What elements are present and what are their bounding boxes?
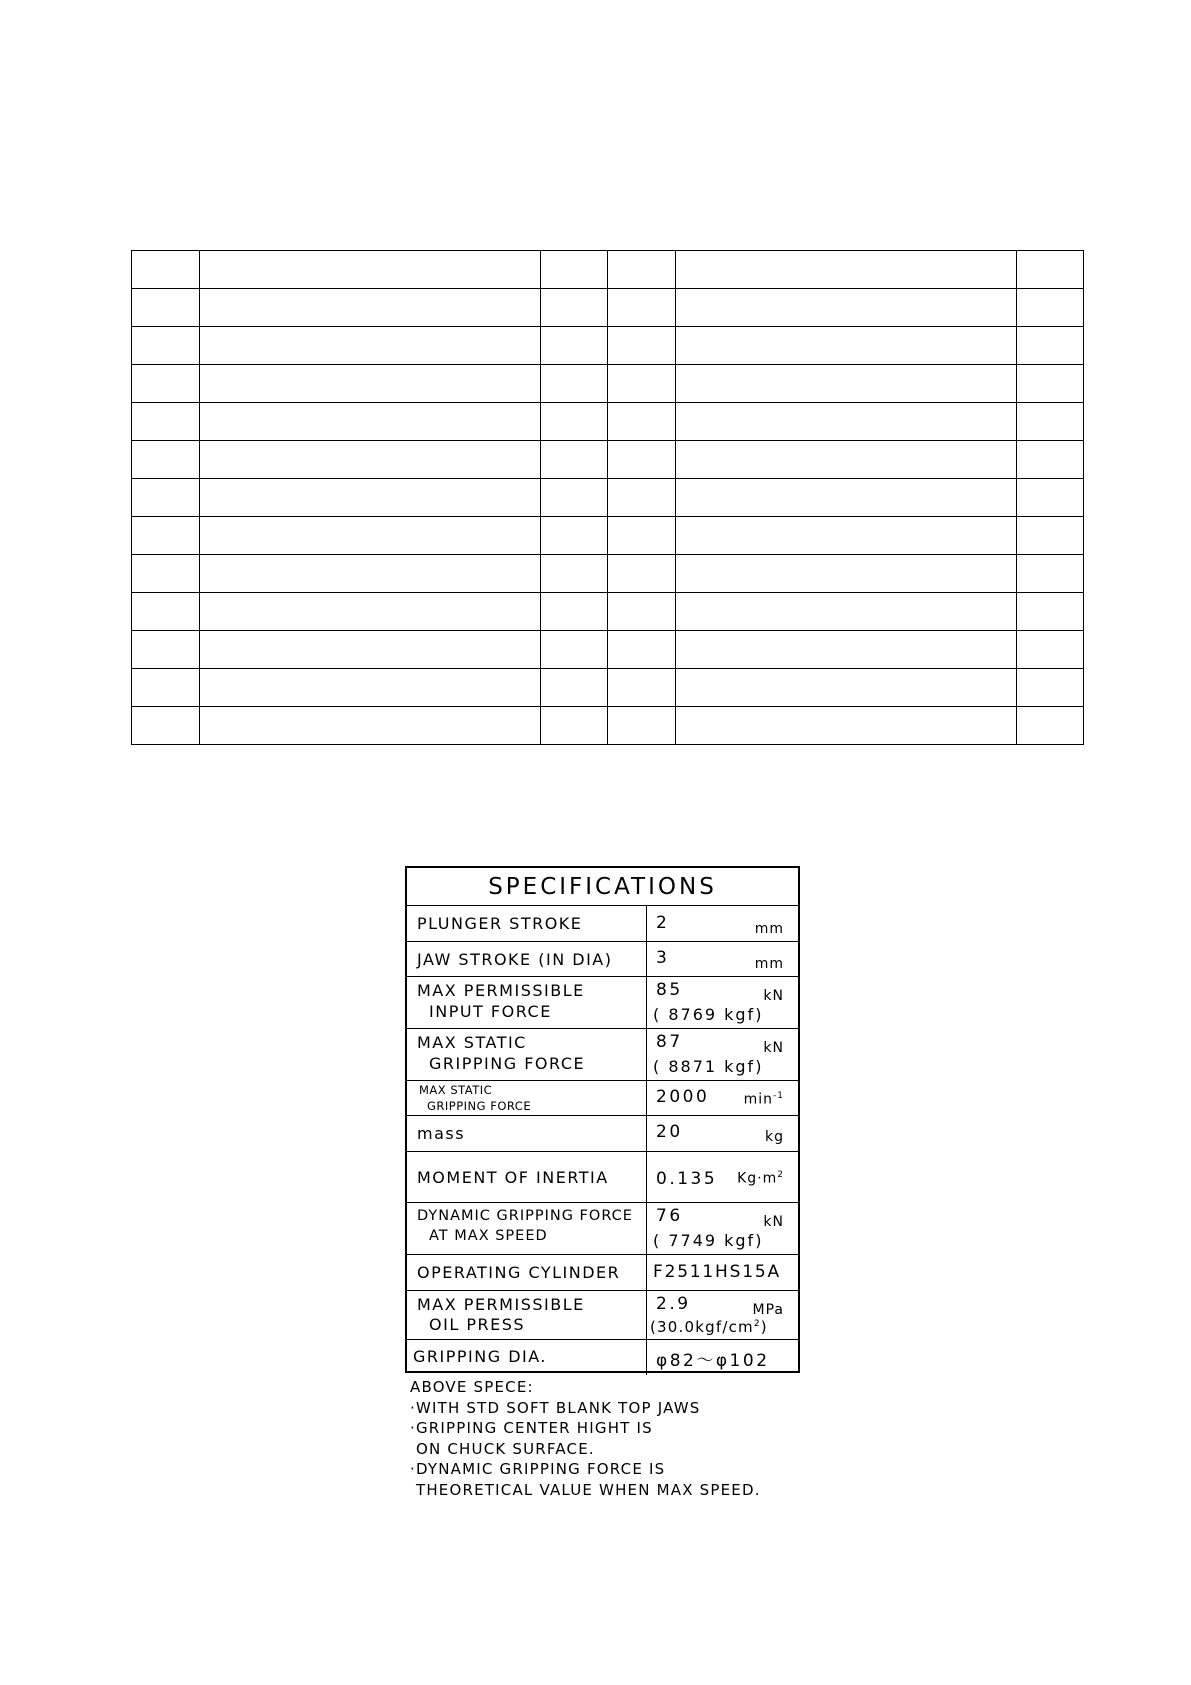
- parts-grid-cell: [676, 441, 1017, 479]
- note-line: ·GRIPPING CENTER HIGHT IS: [410, 1419, 653, 1437]
- parts-grid-cell: [676, 289, 1017, 327]
- parts-grid-cell: [608, 365, 676, 403]
- parts-grid-cell: [132, 669, 200, 707]
- parts-grid-cell: [132, 365, 200, 403]
- spec-row-moment-of-inertia: [407, 1152, 798, 1203]
- parts-grid-cell: [132, 441, 200, 479]
- spec-unit: kN: [763, 1214, 784, 1230]
- parts-grid-cell: [541, 289, 608, 327]
- spec-label-line1: MAX PERMISSIBLE: [417, 1295, 585, 1314]
- parts-grid-cell: [1017, 251, 1084, 289]
- parts-grid-cell: [608, 479, 676, 517]
- parts-grid-cell: [1017, 289, 1084, 327]
- note-line: ·WITH STD SOFT BLANK TOP JAWS: [410, 1398, 701, 1417]
- parts-grid-cell: [200, 479, 541, 517]
- parts-grid-cell: [200, 555, 541, 593]
- parts-grid-cell: [676, 365, 1017, 403]
- spec-row-mass: [407, 1116, 798, 1152]
- note-line: THEORETICAL VALUE WHEN MAX SPEED.: [410, 1480, 761, 1499]
- parts-grid-cell: [676, 707, 1017, 745]
- spec-label-line1: DYNAMIC GRIPPING FORCE: [417, 1208, 633, 1224]
- spec-label: mass: [417, 1124, 466, 1143]
- parts-grid-cell: [541, 327, 608, 365]
- parts-grid-cell: [676, 631, 1017, 669]
- parts-grid-row: [132, 517, 1084, 555]
- parts-grid-cell: [541, 517, 608, 555]
- parts-grid-cell: [200, 669, 541, 707]
- parts-grid-row: [132, 251, 1084, 289]
- parts-grid-cell: [200, 251, 541, 289]
- spec-unit: $Kg\cdot m^2$: [737, 1170, 784, 1187]
- parts-grid-cell: [1017, 479, 1084, 517]
- spec-row-max-static-gripping-force: [407, 1029, 798, 1081]
- parts-grid-cell: [608, 669, 676, 707]
- parts-grid-cell: [541, 593, 608, 631]
- spec-unit: MPa: [752, 1302, 784, 1318]
- parts-list-grid: [131, 250, 1084, 745]
- parts-grid-cell: [608, 403, 676, 441]
- parts-grid-cell: [541, 707, 608, 745]
- specifications-table: [405, 866, 800, 1373]
- parts-grid-cell: [608, 517, 676, 555]
- spec-label-line2: OIL PRESS: [429, 1315, 525, 1334]
- spec-value: 87: [656, 1032, 683, 1052]
- parts-grid-cell: [676, 669, 1017, 707]
- spec-label-line1: MAX STATIC: [419, 1083, 493, 1097]
- spec-row-plunger-stroke: [407, 906, 798, 942]
- spec-row-dynamic-gripping-force: [407, 1203, 798, 1255]
- spec-label-line1: MAX PERMISSIBLE: [417, 981, 585, 1000]
- parts-grid-cell: [676, 517, 1017, 555]
- note-line: ·DYNAMIC GRIPPING FORCE IS: [410, 1460, 666, 1478]
- parts-grid-cell: [200, 327, 541, 365]
- spec-value-alt: ( 8871 kgf): [653, 1057, 764, 1076]
- spec-row-gripping-dia: [407, 1340, 798, 1375]
- spec-unit: kg: [765, 1129, 784, 1145]
- parts-grid-row: [132, 479, 1084, 517]
- parts-grid-cell: [200, 517, 541, 555]
- parts-grid-cell: [132, 517, 200, 555]
- spec-value: 0.135: [656, 1169, 718, 1189]
- parts-grid-cell: [608, 631, 676, 669]
- parts-grid-cell: [676, 479, 1017, 517]
- parts-grid-cell: [608, 327, 676, 365]
- parts-grid-cell: [608, 441, 676, 479]
- parts-grid-row: [132, 669, 1084, 707]
- parts-grid-cell: [132, 327, 200, 365]
- spec-label: OPERATING CYLINDER: [417, 1263, 621, 1282]
- parts-grid-cell: [676, 403, 1017, 441]
- parts-grid-cell: [1017, 517, 1084, 555]
- parts-grid-cell: [541, 365, 608, 403]
- parts-grid-cell: [200, 365, 541, 403]
- spec-value: 2000: [656, 1087, 710, 1107]
- spec-unit: kN: [763, 988, 784, 1004]
- spec-label-line2: INPUT FORCE: [429, 1002, 552, 1021]
- parts-grid-cell: [132, 251, 200, 289]
- spec-unit: mm: [754, 921, 784, 937]
- parts-grid-row: [132, 707, 1084, 745]
- spec-label-line2: GRIPPING FORCE: [427, 1099, 532, 1113]
- spec-row-jaw-stroke: [407, 942, 798, 977]
- parts-grid-row: [132, 593, 1084, 631]
- parts-grid-cell: [1017, 365, 1084, 403]
- parts-grid-row: [132, 403, 1084, 441]
- parts-grid-cell: [200, 441, 541, 479]
- parts-grid-cell: [132, 555, 200, 593]
- spec-row-max-input-force: [407, 977, 798, 1029]
- spec-row-operating-cylinder: [407, 1255, 798, 1291]
- parts-grid-cell: [541, 555, 608, 593]
- spec-label: PLUNGER STROKE: [417, 914, 583, 933]
- note-line: ABOVE SPECE:: [410, 1378, 534, 1396]
- parts-grid-cell: [608, 555, 676, 593]
- parts-grid-cell: [200, 289, 541, 327]
- parts-grid-cell: [1017, 327, 1084, 365]
- parts-grid-cell: [676, 593, 1017, 631]
- spec-label: GRIPPING DIA.: [413, 1347, 547, 1366]
- parts-grid-cell: [1017, 707, 1084, 745]
- spec-value: 3: [656, 948, 670, 968]
- parts-grid-cell: [676, 251, 1017, 289]
- parts-grid-row: [132, 289, 1084, 327]
- spec-label-line2: GRIPPING FORCE: [429, 1054, 586, 1073]
- specifications-notes: [410, 1377, 761, 1500]
- spec-unit: mm: [754, 956, 784, 972]
- parts-grid-cell: [541, 669, 608, 707]
- parts-grid-cell: [541, 251, 608, 289]
- parts-grid-cell: [200, 707, 541, 745]
- parts-grid-row: [132, 631, 1084, 669]
- parts-grid-cell: [200, 631, 541, 669]
- parts-grid-cell: [608, 289, 676, 327]
- parts-grid-cell: [132, 403, 200, 441]
- note-line: ON CHUCK SURFACE.: [410, 1439, 595, 1458]
- spec-unit: $\min^{-1}$: [743, 1091, 784, 1108]
- spec-label-line2: AT MAX SPEED: [429, 1228, 548, 1244]
- spec-value: φ82～φ102: [656, 1351, 770, 1371]
- parts-grid-row: [132, 555, 1084, 593]
- parts-grid-cell: [132, 707, 200, 745]
- spec-value-alt: ( 7749 kgf): [653, 1231, 764, 1250]
- spec-value: F2511HS15A: [653, 1262, 781, 1282]
- parts-grid-cell: [132, 631, 200, 669]
- spec-unit: kN: [763, 1040, 784, 1056]
- spec-label: JAW STROKE (IN DIA): [417, 950, 613, 969]
- spec-value: 2: [656, 913, 670, 933]
- parts-grid-cell: [1017, 669, 1084, 707]
- parts-grid-cell: [541, 479, 608, 517]
- parts-grid-cell: [541, 403, 608, 441]
- spec-row-max-speed: [407, 1081, 798, 1116]
- spec-value-alt: ( 8769 kgf): [653, 1005, 764, 1024]
- parts-grid-cell: [132, 289, 200, 327]
- parts-grid-cell: [1017, 403, 1084, 441]
- parts-grid-cell: [608, 707, 676, 745]
- parts-grid-row: [132, 365, 1084, 403]
- parts-grid-row: [132, 441, 1084, 479]
- parts-grid-cell: [541, 631, 608, 669]
- spec-label: MOMENT OF INERTIA: [417, 1168, 609, 1187]
- parts-grid-cell: [676, 555, 1017, 593]
- parts-grid-cell: [1017, 631, 1084, 669]
- parts-grid-cell: [608, 593, 676, 631]
- spec-label-line1: MAX STATIC: [417, 1033, 527, 1052]
- parts-grid-cell: [1017, 441, 1084, 479]
- parts-grid-cell: [200, 403, 541, 441]
- parts-grid-cell: [200, 593, 541, 631]
- specifications-title: SPECIFICATIONS: [407, 868, 798, 906]
- parts-grid-cell: [132, 479, 200, 517]
- parts-grid-cell: [676, 327, 1017, 365]
- parts-grid-body: [132, 251, 1084, 745]
- parts-grid-cell: [1017, 555, 1084, 593]
- spec-value: 85: [656, 980, 683, 1000]
- parts-grid-cell: [608, 251, 676, 289]
- parts-grid-row: [132, 327, 1084, 365]
- parts-grid-cell: [1017, 593, 1084, 631]
- spec-value: 2.9: [656, 1294, 691, 1314]
- spec-row-max-oil-press: [407, 1291, 798, 1340]
- spec-value-alt: $(30.0kgf/cm^2)$: [650, 1318, 768, 1336]
- spec-value: 20: [656, 1122, 683, 1142]
- parts-grid-cell: [541, 441, 608, 479]
- spec-value: 76: [656, 1206, 683, 1226]
- parts-grid-cell: [132, 593, 200, 631]
